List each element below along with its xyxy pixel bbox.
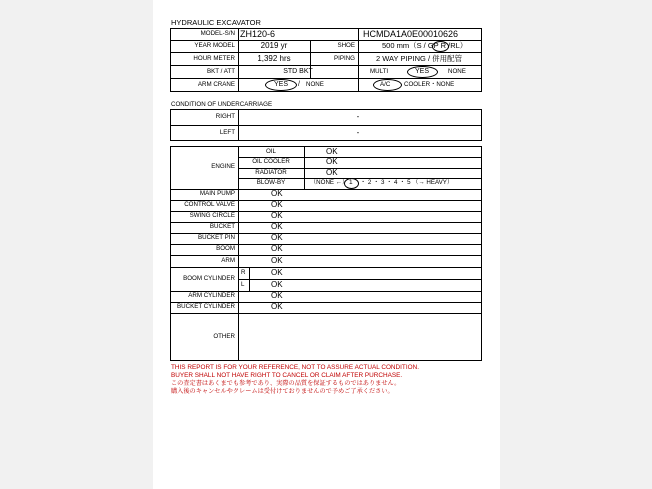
radiator-label: RADIATOR xyxy=(255,169,287,176)
shoe-value: 500 mm（S / GP R /RL） xyxy=(382,41,468,50)
radiator-value: OK xyxy=(326,168,338,177)
boom-cylinder-r: R xyxy=(241,269,246,276)
left-label: LEFT xyxy=(219,129,235,136)
item-label: BOOM xyxy=(216,245,235,252)
undercarriage-title: CONDITION OF UNDERCARRIAGE xyxy=(171,101,273,108)
arm-cylinder-value: OK xyxy=(271,291,283,300)
model-value: ZH120-6 xyxy=(240,29,276,39)
item-value: OK xyxy=(271,200,283,209)
item-label: BUCKET PIN xyxy=(197,234,235,241)
bkt-label: BKT / ATT xyxy=(207,68,235,75)
oil-cooler-value: OK xyxy=(326,157,338,166)
disclaimer-line: THIS REPORT IS FOR YOUR REFERENCE, NOT TO ASSURE ACTUAL CONDITION. xyxy=(171,364,419,371)
cooler-rest: COOLER・NONE xyxy=(404,81,455,88)
right-label: RIGHT xyxy=(215,113,235,120)
item-value: OK xyxy=(271,244,283,253)
multi-yes-circle xyxy=(407,66,438,78)
piping-label: PIPING xyxy=(334,55,355,62)
blowby-rest: ・ 2 ・ 3 ・ 4 ・ 5 （→ HEAVY） xyxy=(360,179,454,186)
multi-yes: YES xyxy=(415,68,430,75)
oil-cooler-label: OIL COOLER xyxy=(252,158,290,165)
arm-cylinder-label: ARM CYLINDER xyxy=(188,292,235,299)
item-value: OK xyxy=(271,211,283,220)
item-label: ARM xyxy=(221,257,235,264)
bucket-cylinder-value: OK xyxy=(271,302,283,311)
cooler-ac-circle xyxy=(373,79,402,91)
piping-value: 2 WAY PIPING / 併用配管 xyxy=(376,54,463,63)
multi-none: NONE xyxy=(448,68,466,75)
blowby-none: （NONE ←） xyxy=(310,179,349,186)
item-value: OK xyxy=(271,233,283,242)
hours-value: 1,392 hrs xyxy=(257,54,291,63)
boom-cylinder-l-value: OK xyxy=(271,280,283,289)
model-sn-label: MODEL-S/N xyxy=(200,30,235,37)
year-label: YEAR MODEL xyxy=(194,42,235,49)
bucket-cylinder-label: BUCKET CYLINDER xyxy=(177,303,235,310)
boom-cylinder-label: BOOM CYLINDER xyxy=(183,275,235,282)
disclaimer-line: BUYER SHALL NOT HAVE RIGHT TO CANCEL OR CLAIM AFTER PURCHASE. xyxy=(171,372,403,379)
disclaimer-line: この査定書はあくまでも参考であり、実際の品質を保証するものではありません。 xyxy=(171,380,401,387)
arm-crane-label: ARM CRANE xyxy=(197,81,235,88)
item-label: CONTROL VALVE xyxy=(184,201,235,208)
blowby-1-circle xyxy=(344,178,359,189)
disclaimer-line: 購入後のキャンセルやクレームは受付けておりませんので予めご了承ください。 xyxy=(171,388,394,395)
crane-yes-circle xyxy=(265,79,297,91)
blowby-1: 1 xyxy=(349,179,353,186)
crane-yes: YES xyxy=(274,81,289,88)
bkt-value: STD BKT xyxy=(283,68,313,75)
left-value: - xyxy=(356,128,360,137)
right-value: - xyxy=(356,112,360,121)
shoe-label: SHOE xyxy=(337,42,355,49)
cooler-ac: A/C xyxy=(380,81,391,88)
item-value: OK xyxy=(271,189,283,198)
engine-label: ENGINE xyxy=(211,163,235,170)
item-label: BUCKET xyxy=(209,223,235,230)
other-label: OTHER xyxy=(213,333,235,340)
boom-cylinder-l: L xyxy=(241,281,245,288)
item-label: MAIN PUMP xyxy=(199,190,235,197)
crane-none: NONE xyxy=(306,81,324,88)
blowby-label: BLOW-BY xyxy=(256,179,286,186)
boom-cylinder-r-value: OK xyxy=(271,268,283,277)
oil-value: OK xyxy=(326,147,338,156)
shoe-gp-circle xyxy=(432,41,449,52)
year-value: 2019 yr xyxy=(260,41,288,50)
report-page: HYDRAULIC EXCAVATOR MODEL-S/N ZH120-6 HCMDA1A0E00010626 YEAR MODEL 2019 yr SHOE 500 mm（S / GP R /RL） HOUR METER 1,392 hrs PIPING 2 WAY PIPING / 併用配管 BKT / ATT STD BKT MULTI YES NONE ARM CRANE YES / NONE A/C COOLER・NONE CONDITION OF UNDERCARRIAGE RIGHT - LEFT - ENGINE OIL OK OIL COOLER OK RADIATOR OK BLOW-BY （NONE ←） 1 ・ 2 ・ 3 ・ 4 ・ 5 （→ HEAVY） MAIN PUMP OK CONTROL VALVE OK SWING CIRCLE OK BUCKET OK BUCKET PIN OK BOOM OK ARM OK BOOM CYLINDER R OK L OK ARM CYLINDER OK BUCKET CYLINDER OK OTHER THIS REPORT IS FOR YOUR REFERENCE, NOT TO ASSURE ACTUAL CONDITION. BUYER SHALL NOT HAVE RIGHT TO CANCEL OR CLAIM AFTER PURCHASE. この査定書はあくまでも参考であり、実際の品質を保証するものではありません。 購入後のキャンセルやクレームは受付けておりませんので予めご了承ください。 xyxy=(153,0,500,489)
multi-label: MULTI xyxy=(370,68,389,75)
hour-label: HOUR METER xyxy=(193,55,235,62)
item-value: OK xyxy=(271,222,283,231)
item-value: OK xyxy=(271,256,283,265)
oil-label: OIL xyxy=(266,148,276,155)
report-title: HYDRAULIC EXCAVATOR xyxy=(171,18,261,27)
serial-value: HCMDA1A0E00010626 xyxy=(363,29,459,39)
item-label: SWING CIRCLE xyxy=(189,212,235,219)
